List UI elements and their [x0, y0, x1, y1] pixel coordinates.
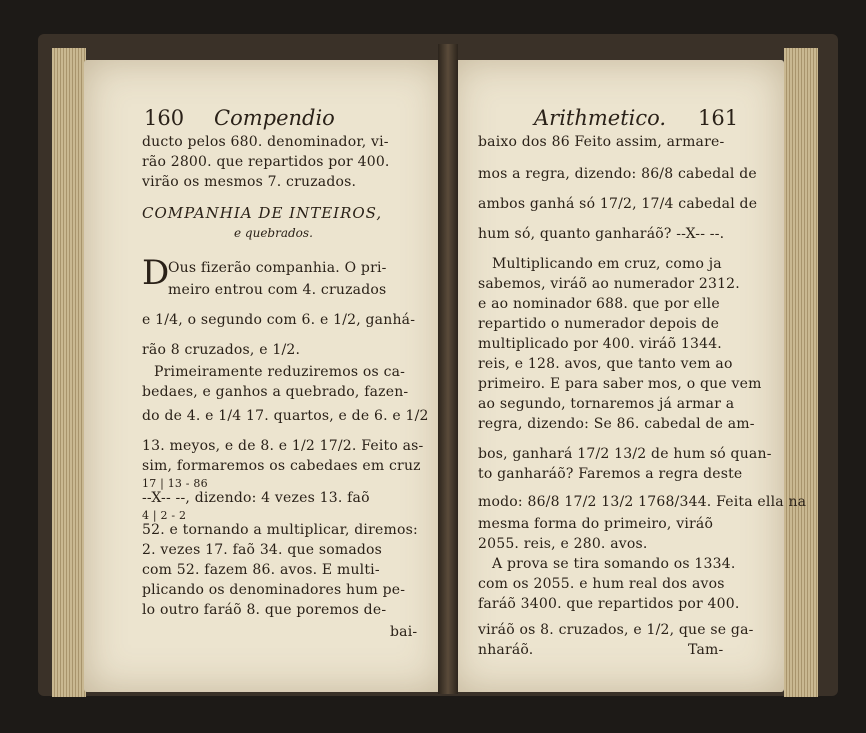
text-line: --X-- --, dizendo: 4 vezes 13. faõ [142, 490, 370, 506]
right-page [452, 60, 807, 692]
text-line: 4 | 2 - 2 [142, 509, 187, 522]
page-number-left: 160 [144, 106, 185, 130]
page-number-right: 161 [698, 106, 739, 130]
text-line: rão 2800. que repartidos por 400. [142, 154, 390, 170]
text-line: 2055. reis, e 280. avos. [478, 536, 648, 552]
catchword: Tam- [688, 642, 724, 658]
text-line: e 1/4, o segundo com 6. e 1/2, ganhá- [142, 312, 416, 328]
text-line: sabemos, viráõ ao numerador 2312. [478, 276, 740, 292]
running-head-left: Compendio [214, 106, 335, 130]
text-line: virão os mesmos 7. cruzados. [142, 174, 357, 190]
text-line: plicando os denominadores hum pe- [142, 582, 406, 598]
text-line: reis, e 128. avos, que tanto vem ao [478, 356, 733, 372]
left-page [84, 60, 444, 692]
text-line: Multiplicando em cruz, como ja [492, 256, 722, 272]
text-line: com 52. fazem 86. avos. E multi- [142, 562, 380, 578]
text-line: 17 | 13 - 86 [142, 477, 208, 490]
text-line: repartido o numerador depois de [478, 316, 720, 332]
book-gutter [438, 44, 458, 694]
text-line: 52. e tornando a multiplicar, diremos: [142, 522, 418, 538]
text-line: mos a regra, dizendo: 86/8 cabedal de [478, 166, 757, 182]
text-line: to ganharáõ? Faremos a regra deste [478, 466, 743, 482]
text-line: bedaes, e ganhos a quebrado, fazen- [142, 384, 409, 400]
page-edges-right [784, 48, 818, 697]
text-line: Primeiramente reduziremos os ca- [154, 364, 406, 380]
text-line: faráõ 3400. que repartidos por 400. [478, 596, 740, 612]
text-line: 2. vezes 17. faõ 34. que somados [142, 542, 383, 558]
text-line: A prova se tira somando os 1334. [492, 556, 736, 572]
text-line: rão 8 cruzados, e 1/2. [142, 342, 301, 358]
text-line: Ous fizerão companhia. O pri- [168, 260, 387, 276]
text-line: meiro entrou com 4. cruzados [168, 282, 387, 298]
text-line: nharáõ. [478, 642, 534, 658]
drop-cap: D [142, 253, 170, 293]
text-line: mesma forma do primeiro, viráõ [478, 516, 714, 532]
text-line: lo outro faráõ 8. que poremos de- [142, 602, 387, 618]
text-line: multiplicado por 400. viráõ 1344. [478, 336, 722, 352]
text-line: 13. meyos, e de 8. e 1/2 17/2. Feito as- [142, 438, 424, 454]
catchword: bai- [390, 624, 418, 640]
text-line: ao segundo, tornaremos já armar a [478, 396, 735, 412]
text-line: viráõ os 8. cruzados, e 1/2, que se ga- [478, 622, 754, 638]
text-line: ducto pelos 680. denominador, vi- [142, 134, 389, 150]
text-line: hum só, quanto ganharáõ? --X-- --. [478, 226, 725, 242]
text-line: regra, dizendo: Se 86. cabedal de am- [478, 416, 755, 432]
text-line: bos, ganhará 17/2 13/2 de hum só quan- [478, 446, 772, 462]
text-line: do de 4. e 1/4 17. quartos, e de 6. e 1/2 [142, 408, 429, 424]
running-head-right: Arithmetico. [534, 106, 667, 130]
section-title: COMPANHIA DE INTEIROS, [142, 204, 383, 222]
text-line: baixo dos 86 Feito assim, armare- [478, 134, 725, 150]
text-line: modo: 86/8 17/2 13/2 1768/344. Feita ella na [478, 494, 807, 510]
text-line: sim, formaremos os cabedaes em cruz [142, 458, 421, 474]
page-edges-left [52, 48, 86, 697]
text-line: e ao nominador 688. que por elle [478, 296, 720, 312]
section-subtitle: e quebrados. [234, 226, 313, 240]
text-line: com os 2055. e hum real dos avos [478, 576, 725, 592]
text-line: ambos ganhá só 17/2, 17/4 cabedal de [478, 196, 758, 212]
text-line: primeiro. E para saber mos, o que vem [478, 376, 762, 392]
